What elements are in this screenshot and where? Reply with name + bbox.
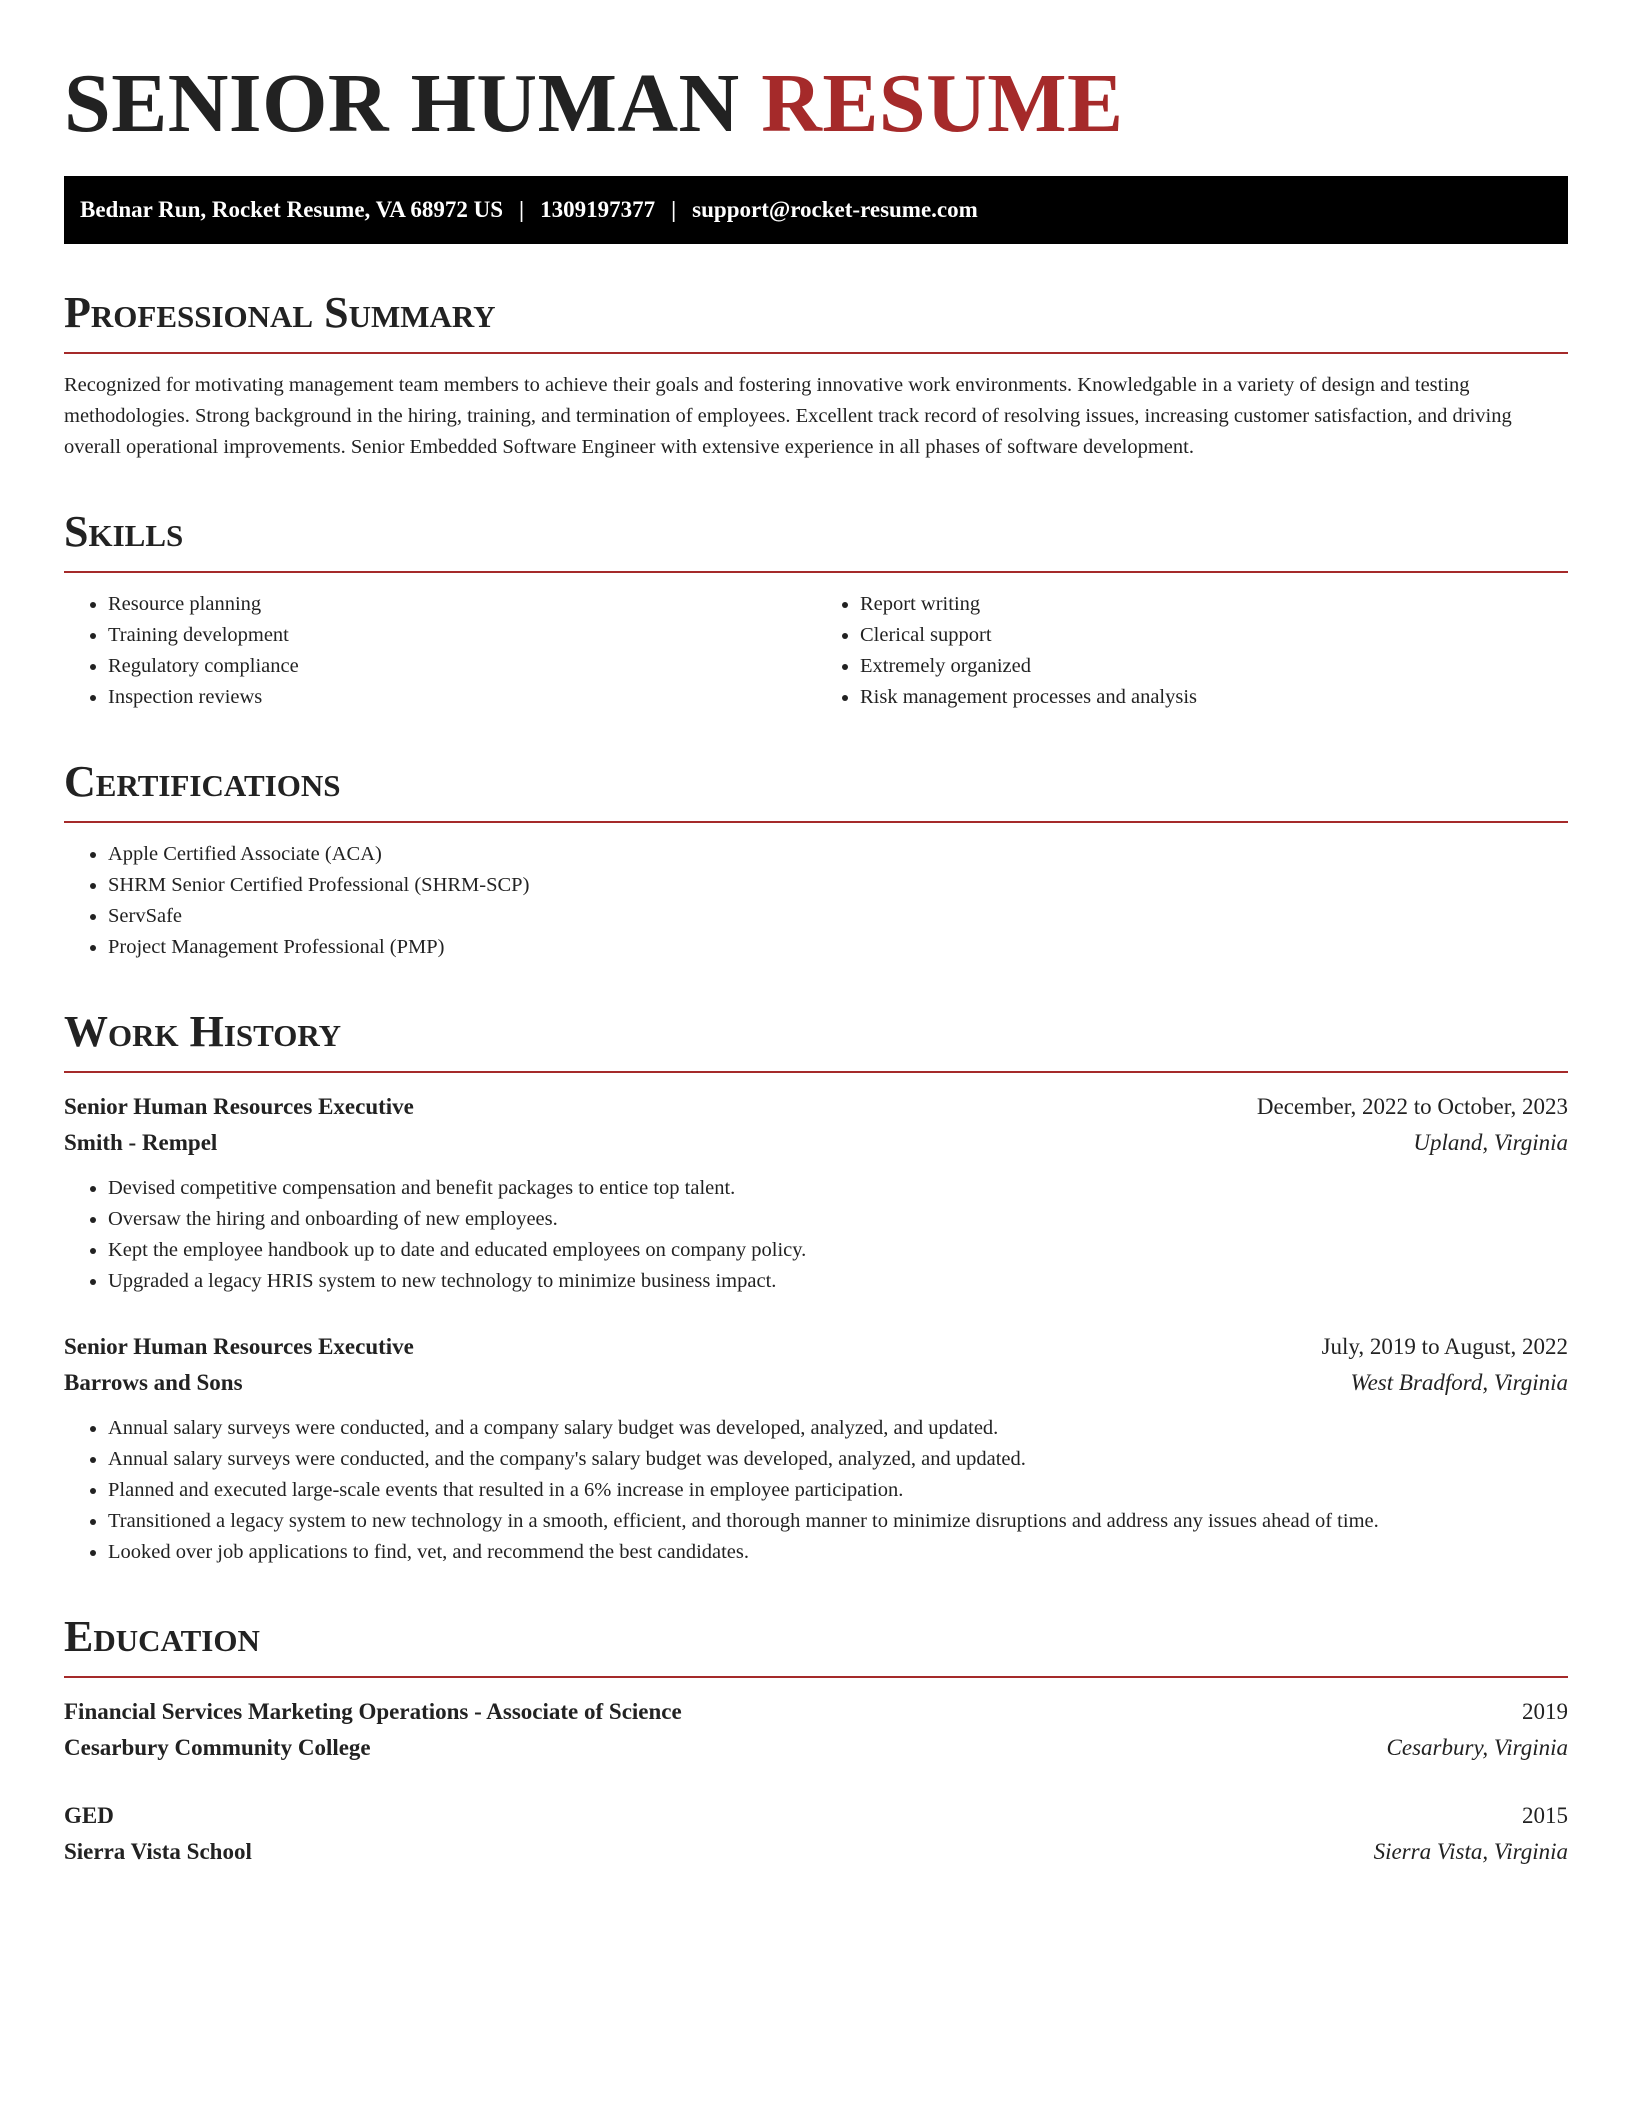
education-year: 2015 (1522, 1803, 1568, 1828)
contact-email: support@rocket-resume.com (692, 197, 978, 222)
skills-list-left (64, 589, 816, 713)
certification-item: • Apple Certified Associate (ACA) (108, 839, 1568, 870)
education-degree-row (64, 1694, 1568, 1730)
summary-text: Recognized for motivating management team members to achieve their goals and fostering innovative work environments. Knowledgable in a variety of design and testing methodologies. Strong background in the hiring, training, and termination of employees. Excellent track record of resolving issues, increasing customer satisfaction, and driving overall operational improvements. Senior Embedded Software Engineer with extensive experience in all phases of software development. (64, 374, 1512, 458)
job-bullets (64, 1413, 1568, 1568)
education-heading: Education (64, 1612, 260, 1661)
section-divider (64, 571, 1568, 573)
education-school: Sierra Vista School (64, 1839, 252, 1864)
certifications-heading: Certifications (64, 757, 341, 806)
certification-item: • ServSafe (108, 901, 1568, 932)
education-year: 2019 (1522, 1699, 1568, 1724)
education-degree-row (64, 1798, 1568, 1834)
education-degree: GED (64, 1803, 114, 1828)
skill-item: • Clerical support (860, 620, 1568, 651)
job-company-row (64, 1365, 1568, 1401)
skill-item: • Extremely organized (860, 651, 1568, 682)
job-bullet: • Annual salary surveys were conducted, and a company salary budget was developed, analyzed, and updated. (108, 1413, 1568, 1444)
job-header-row (64, 1089, 1568, 1125)
contact-phone: 1309197377 (540, 197, 656, 222)
job-bullet: • Kept the employee handbook up to date and educated employees on company policy. (108, 1235, 1568, 1266)
job-bullet: • Annual salary surveys were conducted, and the company's salary budget was developed, analyzed, and updated. (108, 1444, 1568, 1475)
job-dates: December, 2022 to October, 2023 (1256, 1094, 1568, 1119)
job-header-row (64, 1329, 1568, 1365)
name-accent: RESUME (761, 57, 1124, 150)
job-entry (64, 1089, 1568, 1297)
job-bullet: • Oversaw the hiring and onboarding of new employees. (108, 1204, 1568, 1235)
job-bullet: • Transitioned a legacy system to new technology in a smooth, efficient, and thorough manner to minimize disruptions and address any issues ahead of time. (108, 1506, 1568, 1537)
summary-heading: Professional Summary (64, 288, 496, 337)
skill-item: • Training development (108, 620, 816, 651)
job-role: Senior Human Resources Executive (64, 1094, 414, 1119)
job-bullet: • Upgraded a legacy HRIS system to new technology to minimize business impact. (108, 1266, 1568, 1297)
education-school-row (64, 1834, 1568, 1870)
education-school-row (64, 1730, 1568, 1766)
section-divider (64, 352, 1568, 354)
job-role: Senior Human Resources Executive (64, 1334, 414, 1359)
section-divider (64, 821, 1568, 823)
job-dates: July, 2019 to August, 2022 (1321, 1334, 1568, 1359)
skill-item: • Inspection reviews (108, 682, 816, 713)
job-company: Barrows and Sons (64, 1370, 243, 1395)
section-divider (64, 1071, 1568, 1073)
job-company-row (64, 1125, 1568, 1161)
certifications-list (64, 839, 1568, 963)
skills-grid (64, 589, 1568, 713)
education-entry (64, 1694, 1568, 1766)
education-location: Cesarbury, Virginia (1386, 1735, 1568, 1760)
work-history-heading: Work History (64, 1007, 342, 1056)
job-location: West Bradford, Virginia (1350, 1370, 1568, 1395)
contact-bar (64, 176, 1568, 244)
section-divider (64, 1676, 1568, 1678)
certification-item: • Project Management Professional (PMP) (108, 932, 1568, 963)
job-bullet: • Planned and executed large-scale events that resulted in a 6% increase in employee participation. (108, 1475, 1568, 1506)
contact-separator: | (671, 197, 677, 222)
education-school: Cesarbury Community College (64, 1735, 371, 1760)
name-main: SENIOR HUMAN (64, 57, 762, 150)
skill-item: • Risk management processes and analysis (860, 682, 1568, 713)
contact-address: Bednar Run, Rocket Resume, VA 68972 US (80, 197, 503, 222)
skill-item: • Regulatory compliance (108, 651, 816, 682)
skills-heading: Skills (64, 507, 184, 556)
contact-separator: | (519, 197, 525, 222)
certification-item: • SHRM Senior Certified Professional (SHRM-SCP) (108, 870, 1568, 901)
job-company: Smith - Rempel (64, 1130, 218, 1155)
education-degree: Financial Services Marketing Operations - Associate of Science (64, 1699, 682, 1724)
job-bullet: • Looked over job applications to find, vet, and recommend the best candidates. (108, 1537, 1568, 1568)
job-entry (64, 1329, 1568, 1568)
skills-list-right (816, 589, 1568, 713)
resume-name (64, 56, 1568, 152)
job-location: Upland, Virginia (1413, 1130, 1568, 1155)
job-bullet: • Devised competitive compensation and benefit packages to entice top talent. (108, 1173, 1568, 1204)
education-entry (64, 1798, 1568, 1870)
job-bullets (64, 1173, 1568, 1297)
skill-item: • Resource planning (108, 589, 816, 620)
education-location: Sierra Vista, Virginia (1373, 1839, 1568, 1864)
skill-item: • Report writing (860, 589, 1568, 620)
